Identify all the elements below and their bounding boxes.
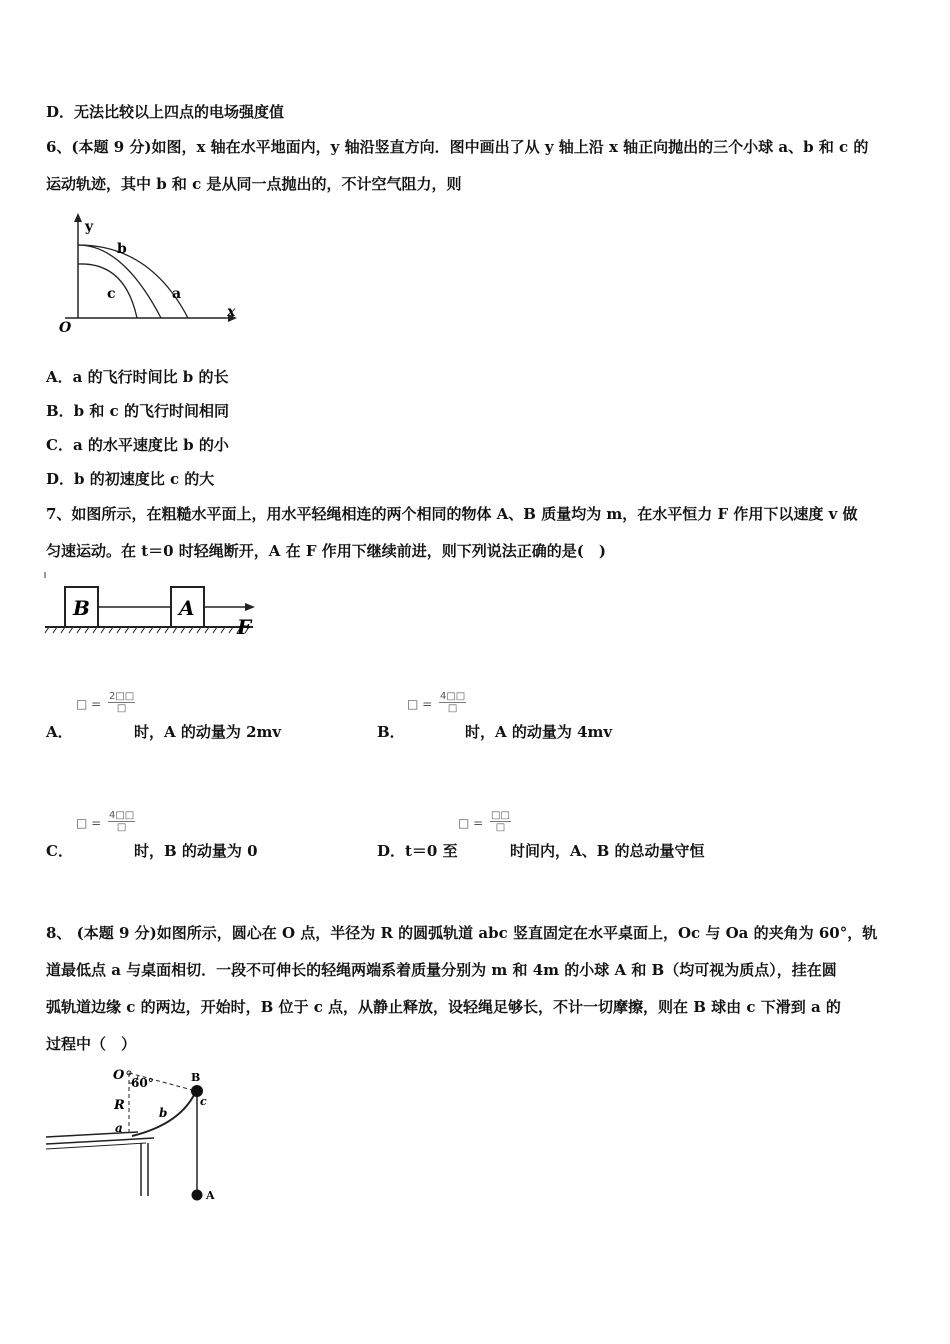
- fraction-numerator: □□: [491, 810, 510, 821]
- curve-b-label: b: [117, 241, 127, 257]
- ball-a: [192, 1190, 203, 1201]
- fraction-numerator: 4□□: [440, 691, 466, 702]
- q7-option-d-prefix: D．t＝0 至: [377, 842, 458, 860]
- q7-option-a-prefix: A．: [46, 723, 73, 741]
- q6-option-a: A．a 的飞行时间比 b 的长: [46, 368, 229, 386]
- q8-stem-line3: 弧轨道边缘 c 的两边，开始时，B 位于 c 点，从静止释放，设轻绳足够长，不计一切摩擦，则在 B 球由 c 下滑到 a 的: [46, 998, 841, 1016]
- curve-a: [78, 245, 188, 318]
- q7-option-a-fraction: [108, 691, 135, 714]
- fraction-denominator: □: [116, 703, 127, 714]
- q5-option-d: D．无法比较以上四点的电场强度值: [46, 103, 285, 121]
- q6-stem-line1: 6、(本题 9 分)如图，x 轴在水平地面内，y 轴沿竖直方向．图中画出了从 y 轴上沿 x 轴正向抛出的三个小球 a、b 和 c 的: [46, 138, 869, 156]
- block-b-label: B: [73, 596, 90, 620]
- q7-option-b-text: 时，A 的动量为 4mv: [465, 723, 613, 741]
- angle-label: 60°: [131, 1076, 154, 1090]
- q7-option-c-fraction: [108, 810, 135, 833]
- block-a-label: A: [179, 596, 195, 620]
- q7-option-c-prefix: C．: [46, 842, 73, 860]
- q8-stem-line2: 道最低点 a 与桌面相切．一段不可伸长的轻绳两端系着质量分别为 m 和 4m 的小球 A 和 B（均可视为质点），挂在圆: [46, 961, 837, 979]
- fraction-denominator: □: [447, 703, 458, 714]
- center-label: O: [113, 1068, 125, 1083]
- fraction-numerator: 2□□: [109, 691, 135, 702]
- q7-option-c-text: 时，B 的动量为 0: [134, 842, 258, 860]
- fraction-denominator: □: [495, 822, 506, 833]
- q8-arc-track-figure: [46, 1066, 236, 1206]
- q7-option-a-text: 时，A 的动量为 2mv: [134, 723, 282, 741]
- x-axis-label: x: [227, 304, 236, 320]
- radius-label: R: [114, 1098, 125, 1113]
- q6-option-d: D．b 的初速度比 c 的大: [46, 470, 215, 488]
- q8-stem-line4: 过程中（ ）: [46, 1035, 137, 1053]
- force-label: F: [237, 615, 252, 639]
- q7-option-b-fraction: [439, 691, 466, 714]
- point-a-label: a: [115, 1121, 123, 1135]
- q8-stem-line1: 8、 (本题 9 分)如图所示，圆心在 O 点，半径为 R 的圆弧轨道 abc 竖直固定在水平桌面上，Oc 与 Oa 的夹角为 60°，轨: [46, 924, 878, 942]
- ball-a-label: A: [206, 1189, 215, 1202]
- point-b-label: b: [159, 1106, 168, 1120]
- q6-stem-line2: 运动轨迹，其中 b 和 c 是从同一点抛出的，不计空气阻力，则: [46, 175, 462, 193]
- q7-option-a-lhs: □ =: [76, 697, 102, 711]
- q7-blocks-figure: [45, 572, 265, 640]
- q7-stem-line2: 匀速运动。在 t＝0 时轻绳断开，A 在 F 作用下继续前进，则下列说法正确的是( ): [46, 542, 606, 560]
- point-c-label: c: [200, 1095, 207, 1108]
- fraction-numerator: 4□□: [109, 810, 135, 821]
- ball-b-label: B: [191, 1071, 201, 1084]
- fraction-denominator: □: [116, 822, 127, 833]
- origin-label: O: [59, 320, 72, 336]
- curve-c-label: c: [107, 286, 116, 302]
- q7-stem-line1: 7、如图所示，在粗糙水平面上，用水平轻绳相连的两个相同的物体 A、B 质量均为 m，在水平恒力 F 作用下以速度 v 做: [46, 505, 858, 523]
- q7-option-c-lhs: □ =: [76, 816, 102, 830]
- curve-a-label: a: [172, 286, 182, 302]
- q6-trajectory-figure: [55, 212, 245, 334]
- q7-option-d-text: 时间内，A、B 的总动量守恒: [510, 842, 705, 860]
- y-axis-label: y: [85, 219, 94, 235]
- q7-option-b-prefix: B．: [377, 723, 405, 741]
- q6-option-b: B．b 和 c 的飞行时间相同: [46, 402, 229, 420]
- q7-option-b-lhs: □ =: [407, 697, 433, 711]
- q7-option-d-fraction: [490, 810, 511, 833]
- q6-option-c: C．a 的水平速度比 b 的小: [46, 436, 229, 454]
- q7-option-d-lhs: □ =: [458, 816, 484, 830]
